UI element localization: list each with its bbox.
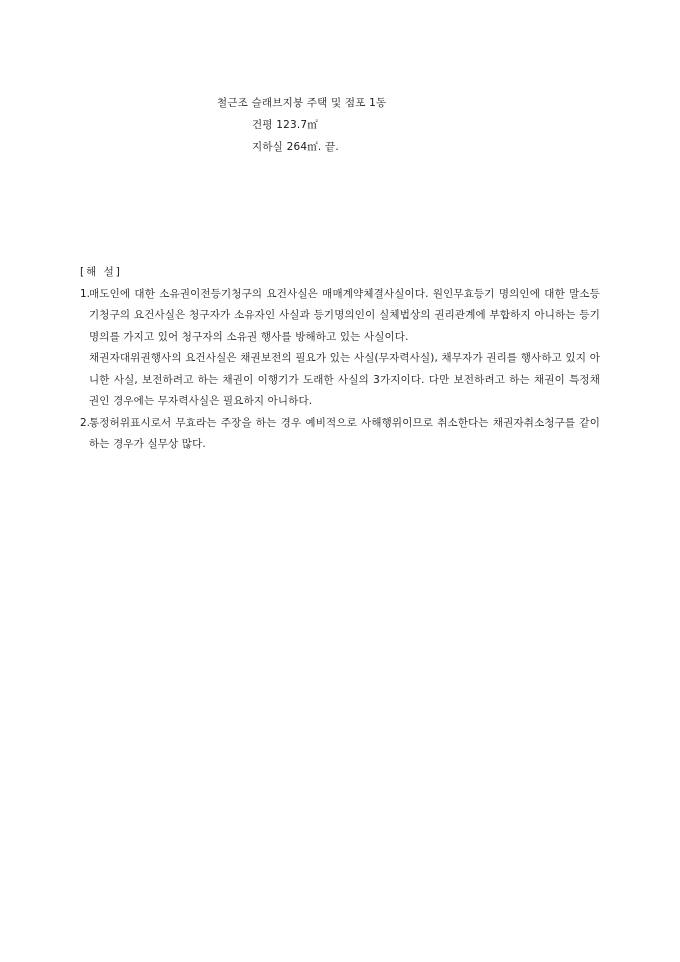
property-basement-area: 지하실 264㎡. 끝.: [252, 141, 339, 153]
item-number: 2.: [80, 416, 91, 429]
commentary-paragraph: 매도인에 대한 소유권이전등기청구의 요건사실은 매매계약체결사실이다. 원인무효등기 명의인에 대한 말소등기청구의 요건사실은 청구자가 소유자인 사실과 등기명의인이 실체법상의 권리관계에 부합하지 아니하는 등기명의를 가지고 있어 청구자의 소유권 행사를 방해하고 있는 사실이다.: [89, 287, 600, 343]
item-number: 1.: [80, 287, 91, 300]
commentary-heading: [해 설]: [80, 266, 122, 278]
property-title: 철근조 슬래브지붕 주택 및 점포 1동: [217, 97, 387, 109]
commentary-item-2: [80, 413, 600, 456]
commentary-paragraph: 채권자대위권행사의 요건사실은 채권보전의 필요가 있는 사실(무자력사실), 채무자가 권리를 행사하고 있지 아니한 사실, 보전하려고 하는 채권이 이행기가 도래한 사실의 3가지이다. 다만 보전하려고 하는 채권이 특정채권인 경우에는 무자력사실은 필요하지 아니하다.: [89, 352, 600, 407]
commentary-paragraph: 통정허위표시로서 무효라는 주장을 하는 경우 예비적으로 사해행위이므로 취소한다는 채권자취소청구를 같이 하는 경우가 실무상 많다.: [89, 416, 600, 450]
commentary-section: [80, 262, 600, 456]
property-ground-area: 건평 123.7㎡: [252, 119, 318, 131]
commentary-item-1: [80, 284, 600, 413]
